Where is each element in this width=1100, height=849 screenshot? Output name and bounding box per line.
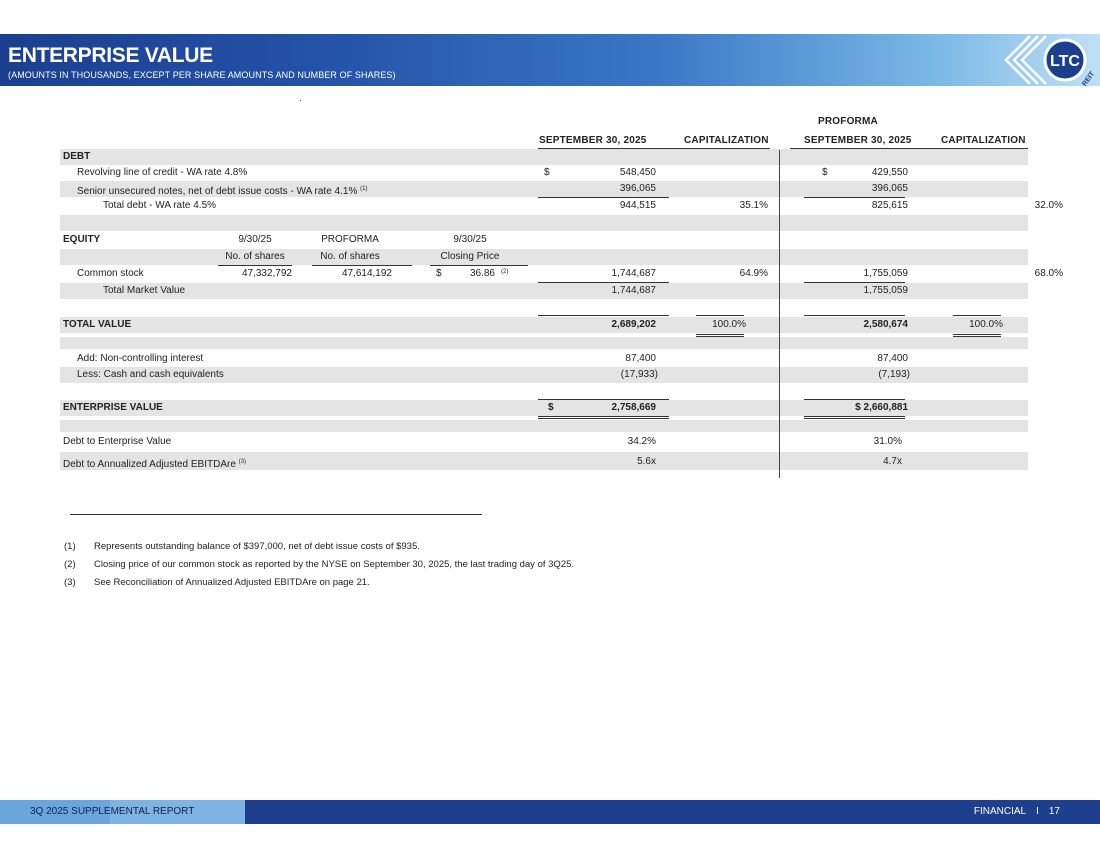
equity-subheader-row — [60, 249, 1028, 265]
spacer-row-4 — [60, 420, 1028, 432]
debt-ebitda-value: 5.6x — [637, 456, 656, 467]
total-market-value-row — [60, 283, 1028, 299]
total-debt-row — [60, 198, 1063, 214]
footer-page-info — [974, 806, 1060, 817]
total-market-value-label: Total Market Value — [103, 285, 186, 296]
footnote-3-text: See Reconciliation of Annualized Adjusted EBITDAre on page 21. — [94, 577, 370, 588]
page-footer — [0, 800, 1100, 824]
currency-symbol-proforma: $ — [822, 167, 828, 178]
common-stock-label: Common stock — [77, 268, 144, 279]
col-header-capitalization: CAPITALIZATION — [684, 135, 769, 146]
total-value: 2,689,202 — [611, 319, 656, 330]
equity-sub3-bottom: Closing Price — [440, 251, 500, 262]
total-debt-cap: 35.1% — [739, 200, 768, 211]
senior-notes-proforma-value: 396,065 — [871, 183, 908, 194]
total-value-label: TOTAL VALUE — [63, 319, 132, 330]
debt-label: DEBT — [63, 151, 91, 162]
common-stock-cap: 64.9% — [739, 268, 768, 279]
currency-symbol: $ — [544, 167, 550, 178]
equity-sub1-bottom: No. of shares — [225, 251, 285, 262]
equity-label: EQUITY — [63, 234, 101, 245]
page-title: ENTERPRISE VALUE — [8, 44, 213, 67]
footnote-2-number: (2) — [64, 559, 76, 570]
total-market-value: 1,744,687 — [611, 285, 656, 296]
debt-section-row — [60, 149, 1028, 165]
total-debt-value: 944,515 — [619, 200, 656, 211]
revolving-row — [60, 165, 1028, 181]
col-header-proforma-capitalization: CAPITALIZATION — [941, 135, 1026, 146]
equity-sub2-bottom: No. of shares — [320, 251, 380, 262]
enterprise-value-label: ENTERPRISE VALUE — [63, 402, 163, 413]
proforma-header: PROFORMA — [818, 116, 878, 127]
senior-notes-row — [60, 181, 1028, 197]
equity-sub2-top: PROFORMA — [321, 234, 379, 245]
total-value-proforma-cap: 100.0% — [969, 319, 1003, 330]
cash-value: (17,933) — [620, 369, 658, 380]
equity-sub3-top: 9/30/25 — [453, 234, 487, 245]
debt-ebitda-row — [60, 452, 1028, 470]
debt-ev-row — [60, 434, 1028, 450]
nci-proforma-value: 87,400 — [877, 353, 908, 364]
footer-separator: I — [1036, 806, 1039, 817]
enterprise-value: 2,758,669 — [611, 402, 656, 413]
closing-price: 36.86 — [469, 268, 495, 279]
common-stock-value: 1,744,687 — [611, 268, 656, 279]
logo-text: LTC — [1050, 53, 1080, 70]
nci-value: 87,400 — [625, 353, 656, 364]
spacer-row-2 — [60, 337, 1028, 349]
senior-notes-label: Senior unsecured notes, net of debt issue costs - WA rate 4.1% — [77, 186, 358, 197]
footer-report-title: 3Q 2025 SUPPLEMENTAL REPORT — [30, 806, 195, 817]
debt-ev-proforma-value: 31.0% — [873, 436, 902, 447]
footnote-3-number: (3) — [64, 577, 76, 588]
footnote-ref-3: (3) — [238, 459, 247, 465]
senior-notes-label-wrap — [77, 183, 367, 198]
revolving-value: 548,450 — [619, 167, 656, 178]
total-value-cap: 100.0% — [712, 319, 746, 330]
col-header-sep30: SEPTEMBER 30, 2025 — [539, 135, 647, 146]
total-debt-proforma-value: 825,615 — [871, 200, 908, 211]
ev-currency: $ — [548, 402, 554, 413]
page-subtitle: (AMOUNTS IN THOUSANDS, EXCEPT PER SHARE AMOUNTS AND NUMBER OF SHARES) — [8, 70, 396, 80]
debt-ebitda-label-wrap — [63, 456, 246, 471]
footnote-ref-2: (2) — [501, 269, 509, 275]
common-stock-proforma-cap: 68.0% — [1034, 268, 1063, 279]
debt-ev-value: 34.2% — [627, 436, 656, 447]
nci-row — [60, 351, 1028, 367]
footnote-ref-1: (1) — [360, 186, 368, 192]
common-shares: 47,332,792 — [241, 268, 292, 279]
proforma-divider — [779, 150, 780, 478]
nci-label: Add: Non-controlling interest — [77, 353, 204, 364]
logo-sub-text: REIT — [1081, 70, 1097, 88]
revolving-label: Revolving line of credit - WA rate 4.8% — [77, 167, 248, 178]
debt-ev-label: Debt to Enterprise Value — [63, 436, 172, 447]
debt-ebitda-proforma-value: 4.7x — [883, 456, 902, 467]
footnote-1-text: Represents outstanding balance of $397,000, net of debt issue costs of $935. — [94, 541, 420, 552]
footnote-1 — [64, 541, 420, 552]
cash-label: Less: Cash and cash equivalents — [77, 369, 224, 380]
page-number: 17 — [1048, 806, 1060, 817]
footnote-3 — [64, 577, 370, 588]
cash-proforma-value: (7,193) — [878, 369, 910, 380]
equity-header-row — [60, 232, 1028, 248]
footnote-1-number: (1) — [64, 541, 76, 552]
revolving-proforma-value: 429,550 — [871, 167, 908, 178]
footer-section: FINANCIAL — [973, 806, 1027, 817]
footnote-2-text: Closing price of our common stock as reported by the NYSE on September 30, 2025, the last trading day of 3Q25. — [94, 559, 575, 570]
enterprise-value-proforma: $ 2,660,881 — [855, 402, 908, 413]
price-currency: $ — [436, 268, 442, 279]
footnote-rule — [70, 514, 482, 515]
total-market-proforma-value: 1,755,059 — [863, 285, 908, 296]
total-debt-label: Total debt - WA rate 4.5% — [103, 200, 217, 211]
equity-sub1-top: 9/30/25 — [238, 234, 272, 245]
spacer-row-3 — [60, 383, 1028, 399]
cash-row — [60, 367, 1028, 383]
col-header-proforma-sep30: SEPTEMBER 30, 2025 — [804, 135, 912, 146]
footnote-2 — [64, 559, 574, 570]
total-debt-proforma-cap: 32.0% — [1034, 200, 1063, 211]
senior-notes-value: 396,065 — [619, 183, 656, 194]
debt-ebitda-label: Debt to Annualized Adjusted EBITDAre — [63, 459, 236, 470]
total-value-proforma: 2,580,674 — [863, 319, 908, 330]
enterprise-value-row — [60, 400, 1028, 416]
spacer-row — [60, 215, 1028, 231]
proforma-shares: 47,614,192 — [341, 268, 392, 279]
total-value-row — [60, 317, 1028, 333]
common-stock-proforma-value: 1,755,059 — [863, 268, 908, 279]
common-stock-row — [60, 266, 1063, 282]
